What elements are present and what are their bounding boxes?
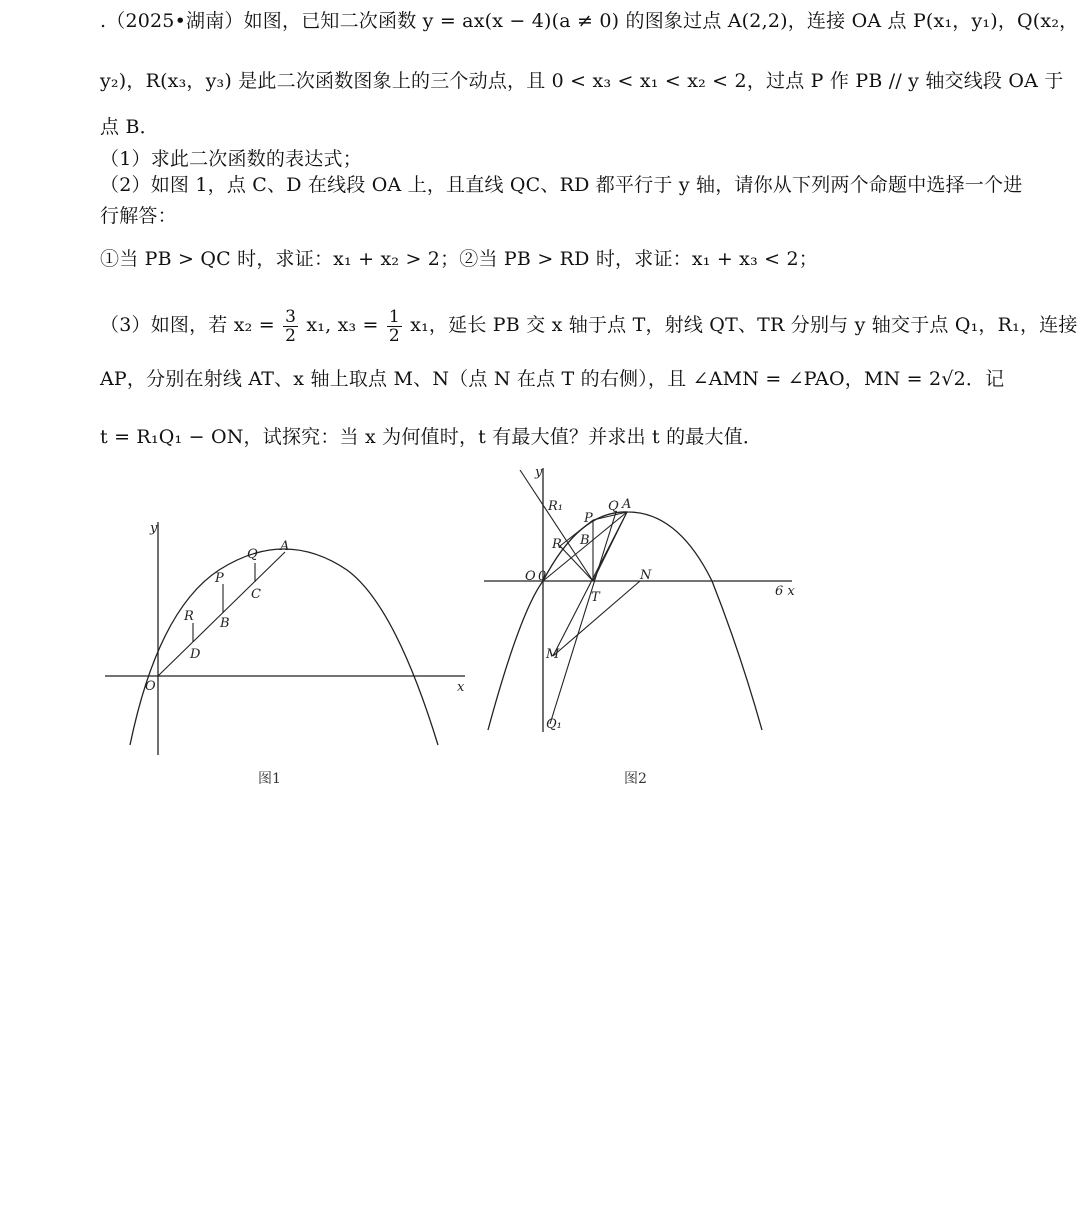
label-C: C (251, 587, 261, 602)
label-R1: R₁ (548, 499, 563, 514)
label-Q1: Q₁ (546, 717, 562, 732)
figure-2 (480, 462, 800, 742)
fraction-one-half (387, 308, 402, 345)
part-3-line-c: t = R₁Q₁ − ON，试探究：当 x 为何值时，t 有最大值？并求出 t 的最大值． (100, 426, 763, 448)
part-3-line-a (100, 300, 1078, 350)
problem-line-3: 点 B． (100, 116, 159, 138)
label-M: M (546, 647, 560, 662)
problem-line-1: .（2025•湖南）如图，已知二次函数 y = ax(x − 4)(a ≠ 0) 的图象过点 A(2,2)，连接 OA 点 P(x₁，y₁)，Q(x₂， (100, 10, 1079, 32)
part-3-suffix: x₁，延长 PB 交 x 轴于点 T，射线 QT、TR 分别与 y 轴交于点 Q₁，R₁，连接 (410, 314, 1078, 336)
label-A: A (622, 497, 632, 512)
figure-2-caption: 图2 (624, 771, 647, 787)
label-B: B (580, 533, 590, 548)
fraction-numerator: 3 (285, 306, 297, 327)
part-3-middle: x₁, x₃ = (306, 314, 379, 336)
label-Q: Q (247, 547, 258, 562)
label-A: A (280, 539, 290, 554)
part-2-line-b: 行解答： (100, 205, 177, 227)
label-R: R (184, 609, 194, 624)
ray-TR (520, 470, 593, 581)
part-3-prefix: （3）如图，若 x₂ = (100, 314, 275, 336)
label-zero: 0 (538, 569, 547, 584)
parabola-curve (130, 549, 438, 745)
part-1: （1）求此二次函数的表达式； (100, 148, 362, 170)
figure-1 (95, 510, 485, 760)
figure-2-svg (480, 462, 800, 742)
label-O: O (525, 569, 536, 584)
label-x: x (457, 680, 465, 695)
label-Q: Q (608, 499, 619, 514)
part-3-line-b: AP，分别在射线 AT、x 轴上取点 M、N（点 N 在点 T 的右侧），且 ∠AMN = ∠PAO，MN = 2√2．记 (100, 368, 1005, 390)
label-R: R (552, 537, 562, 552)
label-N: N (640, 568, 652, 583)
part-2-line-a: （2）如图 1，点 C、D 在线段 OA 上，且直线 QC、RD 都平行于 y 轴，请你从下列两个命题中选择一个进 (100, 174, 1023, 196)
figure-1-caption: 图1 (258, 771, 281, 787)
fraction-denominator: 2 (388, 325, 400, 346)
fraction-three-halves (283, 308, 298, 345)
label-P: P (584, 511, 593, 526)
label-D: D (190, 647, 201, 662)
label-O: O (145, 679, 156, 694)
problem-line-2: y₂)，R(x₃，y₃) 是此二次函数图象上的三个动点，且 0 < x₃ < x₁ < x₂ < 2，过点 P 作 PB // y 轴交线段 OA 于 (100, 70, 1064, 92)
segment-AT (593, 512, 627, 581)
figure-1-svg (95, 510, 485, 760)
part-2-line-c: ①当 PB > QC 时，求证：x₁ + x₂ > 2；②当 PB > RD 时，求证：x₁ + x₃ < 2； (100, 248, 819, 270)
fraction-numerator: 1 (388, 306, 400, 327)
parabola-curve (488, 512, 762, 730)
label-B: B (220, 616, 230, 631)
label-y: y (150, 521, 158, 536)
label-x: 6 x (775, 584, 795, 599)
label-T: T (591, 590, 600, 605)
label-y: y (535, 465, 543, 480)
fraction-denominator: 2 (285, 325, 297, 346)
label-P: P (215, 571, 224, 586)
